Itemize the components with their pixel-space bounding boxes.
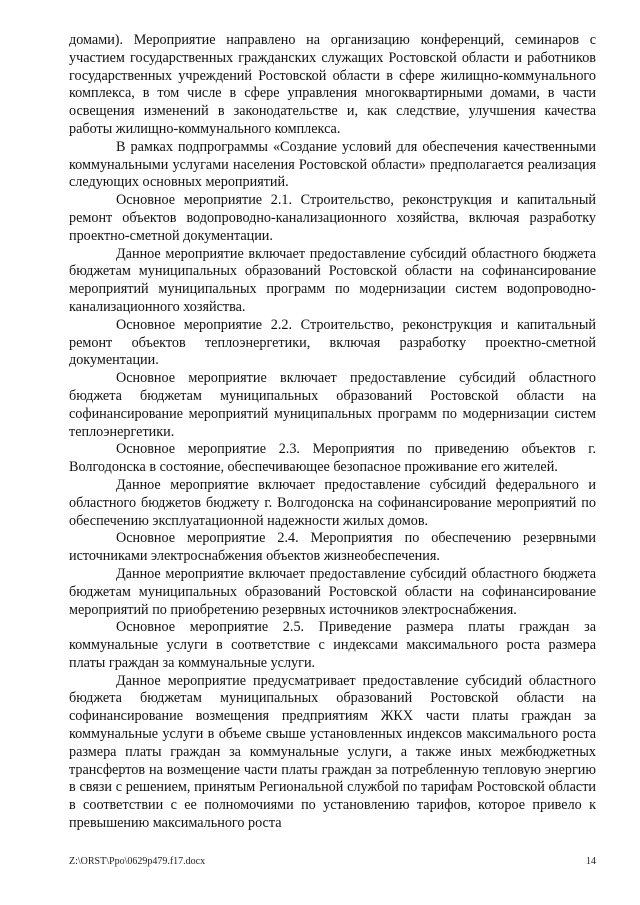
paragraph-activity-2-5: Основное мероприятие 2.5. Приведение размера платы граждан за коммунальные услуги в соответствие с индексами максимального роста размера платы граждан за коммунальные услуги. <box>69 619 596 671</box>
paragraph-activity-2-2-description: Основное мероприятие включает предоставление субсидий областного бюджета бюджетам муниципальных образований Ростовской области на софинансирование мероприятий муниципальных программ по модернизации систем теплоэнергетики. <box>69 370 596 440</box>
paragraph-activity-2-1-description: Данное мероприятие включает предоставление субсидий областного бюджета бюджетам муниципальных образований Ростовской области на софинансирование мероприятий муниципальных программ по модернизации систем водопроводно-канализационного хозяйства. <box>69 245 596 315</box>
paragraph-subprogram: В рамках подпрограммы «Создание условий для обеспечения качественными коммунальными услугами населения Ростовской области» предполагается реализация следующих основных мероприятий. <box>69 138 596 191</box>
paragraph-activity-2-1: Основное мероприятие 2.1. Строительство, реконструкция и капитальный ремонт объектов водопроводно-канализационного хозяйства, включая разработку проектно-сметной документации. <box>69 192 596 244</box>
paragraph-activity-2-3: Основное мероприятие 2.3. Мероприятия по приведению объектов г. Волгодонска в состояние, обеспечивающее безопасное проживание его жителей. <box>69 441 596 476</box>
file-path: Z:\ORST\Ppo\0629p479.f17.docx <box>69 856 206 867</box>
paragraph-activity-2-4: Основное мероприятие 2.4. Мероприятия по обеспечению резервными источниками электроснабжения объектов жизнеобеспечения. <box>69 530 596 565</box>
document-body <box>69 32 596 833</box>
paragraph-activity-2-3-description: Данное мероприятие включает предоставление субсидий федерального и областного бюджетов бюджету г. Волгодонска на софинансирование мероприятий по обеспечению эксплуатационной надежности жилых домов. <box>69 476 596 529</box>
paragraph-activity-2-2: Основное мероприятие 2.2. Строительство, реконструкция и капитальный ремонт объектов теплоэнергетики, включая разработку проектно-сметной документации. <box>69 316 596 369</box>
paragraph-intro: домами). Мероприятие направлено на организацию конференций, семинаров с участием государственных гражданских служащих Ростовской области и работников государственных учреждений Ростовской области в сфере жилищно-коммунального комплекса, в том числе в сфере управления многоквартирными домами, в части освещения изменений в законодательстве и, как следствие, улучшения качества работы жилищно-коммунального комплекса. <box>69 32 596 137</box>
page-number: 14 <box>586 856 596 867</box>
paragraph-activity-2-5-description: Данное мероприятие предусматривает предоставление субсидий областного бюджета бюджетам муниципальных образований Ростовской области на софинансирование возмещения предприятиям ЖКХ части платы граждан за коммунальные услуги в объеме свыше установленных индексов максимального роста размера платы граждан за коммунальные услуги, а также иных межбюджетных трансфертов на возмещение части платы граждан за потребленную тепловую энергию в связи с решением, принятым Региональной службой по тарифам Ростовской области в соответствии с ее полномочиями по установлению тарифов, которое привело к превышению максимального роста <box>69 672 596 832</box>
paragraph-activity-2-4-description: Данное мероприятие включает предоставление субсидий областного бюджета бюджетам муниципальных образований Ростовской области на софинансирование мероприятий по приобретению резервных источников электроснабжения. <box>69 565 596 618</box>
